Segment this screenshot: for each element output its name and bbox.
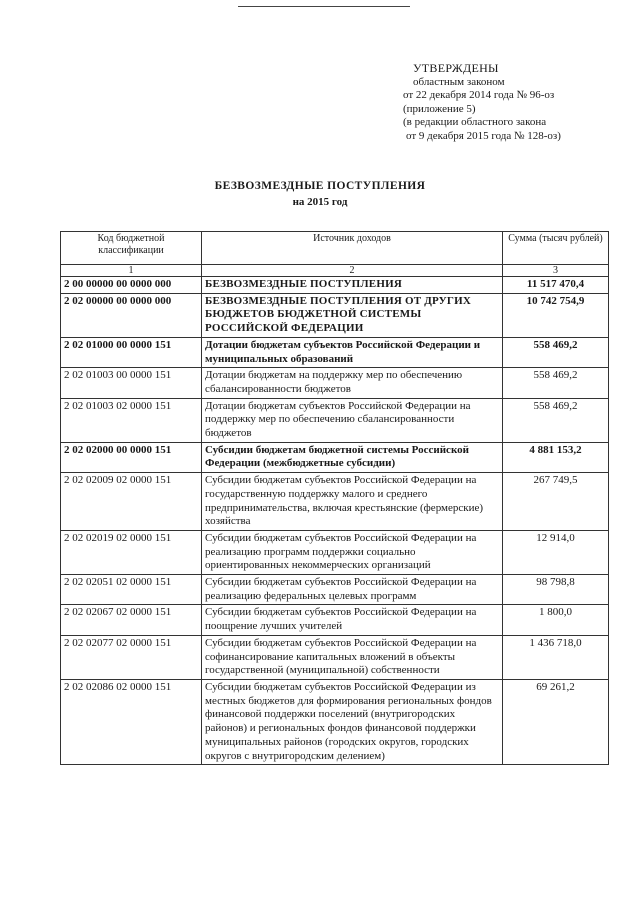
table-row — [61, 679, 609, 764]
table-body — [61, 277, 609, 765]
row-source-cell: БЕЗВОЗМЕЗДНЫЕ ПОСТУПЛЕНИЯ ОТ ДРУГИХ БЮДЖЕТОВ БЮДЖЕТНОЙ СИСТЕМЫ РОССИЙСКОЙ ФЕДЕРАЦИИ — [202, 293, 503, 337]
row-amount-cell: 11 517 470,4 — [503, 277, 609, 294]
row-code-cell: 2 02 00000 00 0000 000 — [61, 293, 202, 337]
row-amount-cell: 267 749,5 — [503, 473, 609, 531]
approval-block — [403, 62, 561, 143]
row-amount-cell: 558 469,2 — [503, 368, 609, 398]
row-amount-cell: 1 800,0 — [503, 605, 609, 635]
row-code-cell: 2 02 01003 02 0000 151 — [61, 398, 202, 442]
table-row — [61, 293, 609, 337]
row-amount-cell: 69 261,2 — [503, 679, 609, 764]
row-source-cell: Дотации бюджетам субъектов Российской Федерации на поддержку мер по обеспечению сбалансированности бюджетов — [202, 398, 503, 442]
row-amount-cell: 10 742 754,9 — [503, 293, 609, 337]
row-amount-cell: 558 469,2 — [503, 337, 609, 367]
row-code-cell: 2 02 02077 02 0000 151 — [61, 635, 202, 679]
row-code-cell: 2 02 01003 00 0000 151 — [61, 368, 202, 398]
row-code-cell: 2 02 02086 02 0000 151 — [61, 679, 202, 764]
document-subtitle: на 2015 год — [292, 196, 348, 208]
row-source-cell: Субсидии бюджетам субъектов Российской Федерации на реализацию программ поддержки социально ориентированных некоммерческих организаций — [202, 530, 503, 574]
row-amount-cell: 1 436 718,0 — [503, 635, 609, 679]
approval-line: (приложение 5) — [403, 102, 476, 115]
row-code-cell: 2 02 02051 02 0000 151 — [61, 575, 202, 605]
row-code-cell: 2 02 02000 00 0000 151 — [61, 442, 202, 472]
row-source-cell: Субсидии бюджетам субъектов Российской Федерации на поощрение лучших учителей — [202, 605, 503, 635]
top-divider-line — [238, 6, 410, 7]
table-header-row — [61, 232, 609, 265]
column-header-amount: Сумма (тысяч рублей) — [503, 232, 609, 265]
approval-line: (в редакции областного закона — [403, 116, 547, 128]
row-source-cell: Субсидии бюджетам субъектов Российской Федерации из местных бюджетов для формирования региональных фондов финансовой поддержки поселений (внутригородских районов) и региональных фондов финансовой поддержки муниципальных районов (городских округов, городских округов с внутригородским делением) — [202, 679, 503, 764]
table-row — [61, 368, 609, 398]
approval-line: от 9 декабря 2015 года № 128-оз) — [406, 129, 561, 142]
row-amount-cell: 12 914,0 — [503, 530, 609, 574]
column-header-source: Источник доходов — [202, 232, 503, 265]
row-source-cell: Субсидии бюджетам бюджетной системы Российской Федерации (межбюджетные субсидии) — [202, 442, 503, 472]
row-source-cell: Субсидии бюджетам субъектов Российской Федерации на государственную поддержку малого и среднего предпринимательства, включая крестьянские (фермерские) хозяйства — [202, 473, 503, 531]
row-source-cell: Субсидии бюджетам субъектов Российской Федерации на реализацию федеральных целевых программ — [202, 575, 503, 605]
column-number: 3 — [503, 265, 609, 277]
row-source-cell: Субсидии бюджетам субъектов Российской Федерации на софинансирование капитальных вложений в объекты государственной (муниципальной) собственности — [202, 635, 503, 679]
row-amount-cell: 98 798,8 — [503, 575, 609, 605]
column-number: 2 — [202, 265, 503, 277]
row-source-cell: БЕЗВОЗМЕЗДНЫЕ ПОСТУПЛЕНИЯ — [202, 277, 503, 294]
row-source-cell: Дотации бюджетам на поддержку мер по обеспечению сбалансированности бюджетов — [202, 368, 503, 398]
table-row — [61, 442, 609, 472]
row-code-cell: 2 02 01000 00 0000 151 — [61, 337, 202, 367]
row-amount-cell: 4 881 153,2 — [503, 442, 609, 472]
table-row — [61, 635, 609, 679]
table-row — [61, 398, 609, 442]
approval-heading: УТВЕРЖДЕНЫ — [413, 61, 499, 75]
approval-line: от 22 декабря 2014 года № 96-оз — [403, 89, 555, 101]
row-code-cell: 2 02 02067 02 0000 151 — [61, 605, 202, 635]
table-row — [61, 605, 609, 635]
column-number-row — [61, 265, 609, 277]
table-row — [61, 575, 609, 605]
approval-line: областным законом — [413, 75, 505, 88]
column-number: 1 — [61, 265, 202, 277]
row-code-cell: 2 00 00000 00 0000 000 — [61, 277, 202, 294]
table-row — [61, 530, 609, 574]
document-title: БЕЗВОЗМЕЗДНЫЕ ПОСТУПЛЕНИЯ — [214, 180, 426, 192]
row-code-cell: 2 02 02009 02 0000 151 — [61, 473, 202, 531]
row-source-cell: Дотации бюджетам субъектов Российской Федерации и муниципальных образований — [202, 337, 503, 367]
table-row — [61, 277, 609, 294]
row-amount-cell: 558 469,2 — [503, 398, 609, 442]
table-row — [61, 337, 609, 367]
column-header-code: Код бюджетной классификации — [61, 232, 202, 265]
table-row — [61, 473, 609, 531]
revenue-table — [60, 231, 609, 765]
row-code-cell: 2 02 02019 02 0000 151 — [61, 530, 202, 574]
